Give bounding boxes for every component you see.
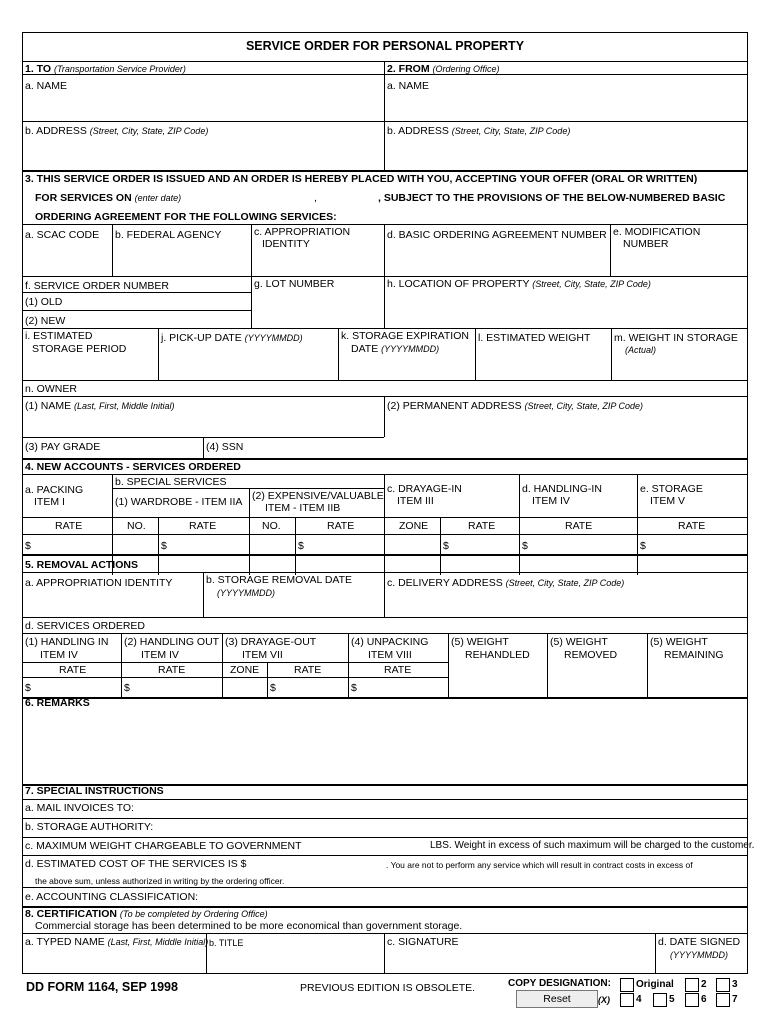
drayage-out-label-2: ITEM VII xyxy=(242,649,283,661)
rule xyxy=(22,662,448,663)
dollar-sign: $ xyxy=(640,540,646,552)
rule xyxy=(222,633,223,697)
dollar-sign: $ xyxy=(298,540,304,552)
rule xyxy=(22,554,748,556)
rule xyxy=(249,488,250,575)
rule xyxy=(348,633,349,697)
rule xyxy=(22,677,448,678)
from-name-field[interactable] xyxy=(386,92,746,120)
copy-7-checkbox[interactable] xyxy=(716,993,730,1007)
copy-4-checkbox[interactable] xyxy=(620,993,634,1007)
section-3-line3: ORDERING AGREEMENT FOR THE FOLLOWING SERVICES: xyxy=(35,211,337,223)
rule xyxy=(22,572,748,573)
scac-code-field[interactable] xyxy=(23,242,111,274)
rule xyxy=(22,276,748,277)
rule xyxy=(384,933,385,973)
packing-label: a. PACKING xyxy=(25,484,84,496)
dollar-sign: $ xyxy=(522,540,528,552)
copy-5-checkbox[interactable] xyxy=(653,993,667,1007)
rule xyxy=(22,170,748,172)
estimated-cost-note-2: the above sum, unless authorized in writing by the ordering officer. xyxy=(35,876,285,886)
copy-5-label: 5 xyxy=(669,994,675,1005)
rate-header: RATE xyxy=(59,664,87,676)
rule xyxy=(267,662,268,697)
storage-authority-label: b. STORAGE AUTHORITY: xyxy=(25,821,154,833)
to-address-field[interactable] xyxy=(23,138,382,170)
zone-header: ZONE xyxy=(399,520,429,532)
x-label: (X) xyxy=(598,995,610,1005)
copy-2-checkbox[interactable] xyxy=(685,978,699,992)
old-label: (1) OLD xyxy=(25,296,63,308)
rule xyxy=(547,633,548,697)
rule xyxy=(448,633,449,697)
expensive-no-field[interactable] xyxy=(251,536,294,552)
delivery-address-label: c. DELIVERY ADDRESS (Street, City, State, ZIP Code) xyxy=(387,577,625,589)
weight-remaining-label: (5) WEIGHT xyxy=(650,636,708,648)
handling-in-label-2: ITEM IV xyxy=(40,649,78,661)
rule xyxy=(384,474,385,575)
rule xyxy=(22,697,748,699)
weight-rehandled-label-2: REHANDLED xyxy=(465,649,530,661)
form-title: SERVICE ORDER FOR PERSONAL PROPERTY xyxy=(245,39,525,53)
handling-in-label: (1) HANDLING IN xyxy=(25,636,109,648)
rule xyxy=(384,396,385,437)
packing-label-2: ITEM I xyxy=(34,496,65,508)
delivery-address-field[interactable] xyxy=(386,591,746,615)
rule xyxy=(22,396,748,397)
federal-agency-label: b. FEDERAL AGENCY xyxy=(115,229,222,241)
storage-label: e. STORAGE xyxy=(640,483,703,495)
rule xyxy=(22,837,748,838)
services-ordered-label: d. SERVICES ORDERED xyxy=(25,620,146,632)
date-signed-field[interactable] xyxy=(657,961,745,972)
drayage-out-rate-field[interactable] xyxy=(279,679,347,695)
copy-designation-label: COPY DESIGNATION: xyxy=(508,978,611,989)
removal-appropriation-field[interactable] xyxy=(23,591,202,615)
dollar-sign: $ xyxy=(25,540,31,552)
storage-expiration-label-2: DATE (YYYYMMDD) xyxy=(351,343,440,355)
rule xyxy=(22,933,748,934)
dollar-sign: $ xyxy=(124,682,130,694)
rule xyxy=(22,61,748,62)
handling-out-rate-field[interactable] xyxy=(133,679,221,695)
unpacking-label: (4) UNPACKING xyxy=(351,636,429,648)
estimated-cost-field[interactable] xyxy=(244,857,384,871)
estimated-weight-field[interactable] xyxy=(477,346,610,378)
signature-label: c. SIGNATURE xyxy=(387,936,459,948)
new-label: (2) NEW xyxy=(25,315,66,327)
rule xyxy=(22,224,748,225)
rule xyxy=(112,488,384,489)
rate-header: RATE xyxy=(384,664,412,676)
rule xyxy=(610,224,611,276)
estimated-storage-label-2: STORAGE PERIOD xyxy=(32,343,127,355)
rate-header: RATE xyxy=(158,664,186,676)
from-address-label: b. ADDRESS (Street, City, State, ZIP Code) xyxy=(387,125,571,137)
ssn-field[interactable] xyxy=(244,439,383,456)
weight-removed-label: (5) WEIGHT xyxy=(550,636,608,648)
title-field[interactable] xyxy=(208,949,383,971)
owner-name-label: (1) NAME (Last, First, Middle Initial) xyxy=(25,400,175,412)
accounting-classification-field[interactable] xyxy=(194,890,744,904)
rule xyxy=(121,633,122,697)
section-3-line1: 3. THIS SERVICE ORDER IS ISSUED AND AN ORDER IS HEREBY PLACED WITH YOU, ACCEPTING YOUR OFFER (ORAL OR WRITTEN) xyxy=(25,173,698,185)
new-service-order-field[interactable] xyxy=(72,313,250,327)
dollar-sign: $ xyxy=(25,682,31,694)
section-3-line2: FOR SERVICES ON (enter date) xyxy=(35,192,182,204)
services-year-field[interactable] xyxy=(318,190,378,204)
lot-number-field[interactable] xyxy=(253,291,383,327)
drayage-out-zone-field[interactable] xyxy=(224,679,266,695)
storage-expiration-label: k. STORAGE EXPIRATION xyxy=(341,330,469,342)
section-4-head: 4. NEW ACCOUNTS - SERVICES ORDERED xyxy=(25,461,241,473)
comma: , xyxy=(314,192,317,204)
drayage-in-label: c. DRAYAGE-IN xyxy=(387,483,462,495)
rule xyxy=(384,61,385,171)
weight-in-storage-label: m. WEIGHT IN STORAGE xyxy=(614,332,738,344)
rate-header: RATE xyxy=(189,520,217,532)
removal-date-label: b. STORAGE REMOVAL DATE xyxy=(206,574,353,586)
copy-2-label: 2 xyxy=(701,979,707,990)
section-5-head: 5. REMOVAL ACTIONS xyxy=(25,559,138,571)
rule xyxy=(22,633,748,634)
weight-in-storage-field[interactable] xyxy=(613,357,746,378)
appropriation-label-2: IDENTITY xyxy=(262,238,310,250)
rate-header: RATE xyxy=(678,520,706,532)
dollar-sign: $ xyxy=(161,540,167,552)
pickup-date-field[interactable] xyxy=(160,346,337,378)
rate-header: RATE xyxy=(468,520,496,532)
rule xyxy=(384,572,385,617)
handling-out-label-2: ITEM IV xyxy=(141,649,179,661)
handling-in-rate-field[interactable] xyxy=(34,679,120,695)
to-name-label: a. NAME xyxy=(25,80,68,92)
weight-removed-field[interactable] xyxy=(549,664,646,695)
owner-address-field[interactable] xyxy=(386,413,746,457)
section-1-head: 1. TO (Transportation Service Provider) xyxy=(25,63,186,75)
max-weight-note: LBS. Weight in excess of such maximum will be charged to the customer. xyxy=(430,840,755,851)
reset-button[interactable]: Reset xyxy=(516,990,598,1008)
rule xyxy=(22,121,748,122)
rule xyxy=(22,74,748,75)
rule xyxy=(22,328,748,329)
rule xyxy=(22,458,748,460)
rule xyxy=(112,224,113,276)
section-6-head: 6. REMARKS xyxy=(25,697,90,709)
rule xyxy=(22,818,748,819)
drayage-out-label: (3) DRAYAGE-OUT xyxy=(225,636,317,648)
rate-header: RATE xyxy=(565,520,593,532)
wardrobe-label: (1) WARDROBE - ITEM IIA xyxy=(115,496,243,508)
scac-code-label: a. SCAC CODE xyxy=(25,229,100,241)
rule xyxy=(22,517,748,518)
copy-4-label: 4 xyxy=(636,994,642,1005)
rule xyxy=(338,328,339,380)
storage-authority-field[interactable] xyxy=(152,820,744,834)
signature-field[interactable] xyxy=(386,949,654,971)
rule xyxy=(203,572,204,617)
previous-edition-note: PREVIOUS EDITION IS OBSOLETE. xyxy=(300,982,476,994)
boa-number-field[interactable] xyxy=(386,242,609,274)
rate-header: RATE xyxy=(55,520,83,532)
removal-appropriation-label: a. APPROPRIATION IDENTITY xyxy=(25,577,173,589)
dollar-sign: $ xyxy=(270,682,276,694)
mail-invoices-label: a. MAIL INVOICES TO: xyxy=(25,802,134,814)
rule xyxy=(637,474,638,575)
zone-header: ZONE xyxy=(230,664,260,676)
rule xyxy=(655,933,656,973)
rule xyxy=(22,474,748,475)
modification-label-2: NUMBER xyxy=(623,238,669,250)
rule xyxy=(22,534,748,535)
packing-rate-field[interactable] xyxy=(34,536,112,552)
service-order-number-label: f. SERVICE ORDER NUMBER xyxy=(25,280,169,292)
section-2-head: 2. FROM (Ordering Office) xyxy=(387,63,500,75)
special-services-label: b. SPECIAL SERVICES xyxy=(115,476,227,488)
weight-in-storage-note: (Actual) xyxy=(625,345,657,355)
rule xyxy=(611,328,612,380)
federal-agency-field[interactable] xyxy=(114,242,250,274)
weight-removed-label-2: REMOVED xyxy=(564,649,618,661)
rule xyxy=(647,633,648,697)
estimated-storage-label: i. ESTIMATED xyxy=(25,330,93,342)
unpacking-rate-field[interactable] xyxy=(360,679,447,695)
original-label: Original xyxy=(636,979,674,990)
dollar-sign: $ xyxy=(351,682,357,694)
ssn-label: (4) SSN xyxy=(206,441,244,453)
rule xyxy=(158,328,159,380)
wardrobe-rate-field[interactable] xyxy=(170,536,248,552)
expensive-label: (2) EXPENSIVE/VALUABLE xyxy=(252,490,384,502)
wardrobe-no-field[interactable] xyxy=(114,536,157,552)
rate-header: RATE xyxy=(327,520,355,532)
form-id: DD FORM 1164, SEP 1998 xyxy=(26,980,178,994)
pickup-date-label: j. PICK-UP DATE (YYYYMMDD) xyxy=(161,332,303,344)
pay-grade-label: (3) PAY GRADE xyxy=(25,441,101,453)
services-date-field[interactable] xyxy=(172,190,312,204)
typed-name-label: a. TYPED NAME (Last, First, Middle Initial) xyxy=(25,936,209,948)
to-name-field[interactable] xyxy=(23,92,382,120)
no-header: NO. xyxy=(262,520,281,532)
owner-name-field[interactable] xyxy=(23,413,382,435)
rate-header: RATE xyxy=(294,664,322,676)
handling-out-label: (2) HANDLING OUT xyxy=(124,636,220,648)
max-weight-label: c. MAXIMUM WEIGHT CHARGEABLE TO GOVERNMENT xyxy=(25,840,302,852)
storage-expiration-field[interactable] xyxy=(340,357,474,378)
weight-remaining-label-2: REMAINING xyxy=(664,649,724,661)
estimated-cost-label: d. ESTIMATED COST OF THE SERVICES IS $ xyxy=(25,858,247,870)
weight-rehandled-field[interactable] xyxy=(450,664,546,695)
modification-field[interactable] xyxy=(612,252,746,274)
removal-date-field[interactable] xyxy=(205,600,383,616)
storage-label-2: ITEM V xyxy=(650,495,686,507)
modification-label: e. MODIFICATION xyxy=(613,226,701,238)
rule xyxy=(295,517,296,575)
mail-invoices-field[interactable] xyxy=(132,801,744,815)
no-header: NO. xyxy=(127,520,146,532)
from-name-label: a. NAME xyxy=(387,80,430,92)
rule xyxy=(22,855,748,856)
drayage-in-label-2: ITEM III xyxy=(397,495,434,507)
appropriation-label: c. APPROPRIATION xyxy=(254,226,351,238)
removal-date-note: (YYYYMMDD) xyxy=(217,588,275,598)
drayage-zone-field[interactable] xyxy=(386,536,439,552)
from-address-field[interactable] xyxy=(386,138,746,170)
date-signed-note: (YYYYMMDD) xyxy=(670,950,728,960)
max-weight-field[interactable] xyxy=(294,839,424,853)
expensive-label-2: ITEM - ITEM IIB xyxy=(265,502,341,514)
typed-name-field[interactable] xyxy=(23,949,205,971)
rule xyxy=(158,517,159,575)
appropriation-field[interactable] xyxy=(253,252,383,274)
owner-address-label: (2) PERMANENT ADDRESS (Street, City, State, ZIP Code) xyxy=(387,400,644,412)
expensive-rate-field[interactable] xyxy=(307,536,383,552)
handling-rate-field[interactable] xyxy=(532,536,636,552)
copy-6-label: 6 xyxy=(701,994,707,1005)
lot-number-label: g. LOT NUMBER xyxy=(254,278,335,290)
original-checkbox[interactable] xyxy=(620,978,634,992)
section-3-line2b: , SUBJECT TO THE PROVISIONS OF THE BELOW-NUMBERED BASIC xyxy=(378,192,726,204)
rule xyxy=(22,292,251,293)
accounting-classification-label: e. ACCOUNTING CLASSIFICATION: xyxy=(25,891,199,903)
section-7-head: 7. SPECIAL INSTRUCTIONS xyxy=(25,785,164,797)
date-signed-label: d. DATE SIGNED xyxy=(658,936,741,948)
estimated-weight-label: l. ESTIMATED WEIGHT xyxy=(478,332,591,344)
pay-grade-field[interactable] xyxy=(102,439,202,456)
boa-number-label: d. BASIC ORDERING AGREEMENT NUMBER xyxy=(387,229,607,241)
rule xyxy=(22,380,748,381)
drayage-rate-field[interactable] xyxy=(452,536,518,552)
weight-remaining-field[interactable] xyxy=(649,664,746,695)
rule xyxy=(22,799,748,800)
copy-7-label: 7 xyxy=(732,994,738,1005)
copy-3-label: 3 xyxy=(732,979,738,990)
owner-label: n. OWNER xyxy=(25,383,77,395)
title-label: b. TITLE xyxy=(209,938,244,948)
dollar-sign: $ xyxy=(443,540,449,552)
location-field[interactable] xyxy=(386,291,746,327)
certification-statement: Commercial storage has been determined to be more economical than government storage. xyxy=(35,920,463,932)
rule xyxy=(440,517,441,575)
rule xyxy=(22,887,748,888)
storage-rate-field[interactable] xyxy=(650,536,746,552)
estimated-cost-note: . You are not to perform any service which will result in contract costs in excess of xyxy=(386,860,693,870)
location-label: h. LOCATION OF PROPERTY (Street, City, State, ZIP Code) xyxy=(387,278,651,290)
estimated-storage-field[interactable] xyxy=(23,357,157,378)
remarks-field[interactable] xyxy=(23,712,745,782)
old-service-order-field[interactable] xyxy=(72,294,250,308)
rule xyxy=(475,328,476,380)
unpacking-label-2: ITEM VIII xyxy=(368,649,412,661)
copy-3-checkbox[interactable] xyxy=(716,978,730,992)
rule xyxy=(22,617,748,618)
handling-in-label-2: ITEM IV xyxy=(532,495,570,507)
handling-in-label: d. HANDLING-IN xyxy=(522,483,602,495)
rule xyxy=(203,437,204,458)
copy-6-checkbox[interactable] xyxy=(685,993,699,1007)
section-8-head: 8. CERTIFICATION (To be completed by Ordering Office) xyxy=(25,908,268,920)
rule xyxy=(22,310,251,311)
rule xyxy=(519,474,520,575)
to-address-label: b. ADDRESS (Street, City, State, ZIP Code) xyxy=(25,125,209,137)
weight-rehandled-label: (5) WEIGHT xyxy=(451,636,509,648)
service-order-form xyxy=(22,32,755,974)
